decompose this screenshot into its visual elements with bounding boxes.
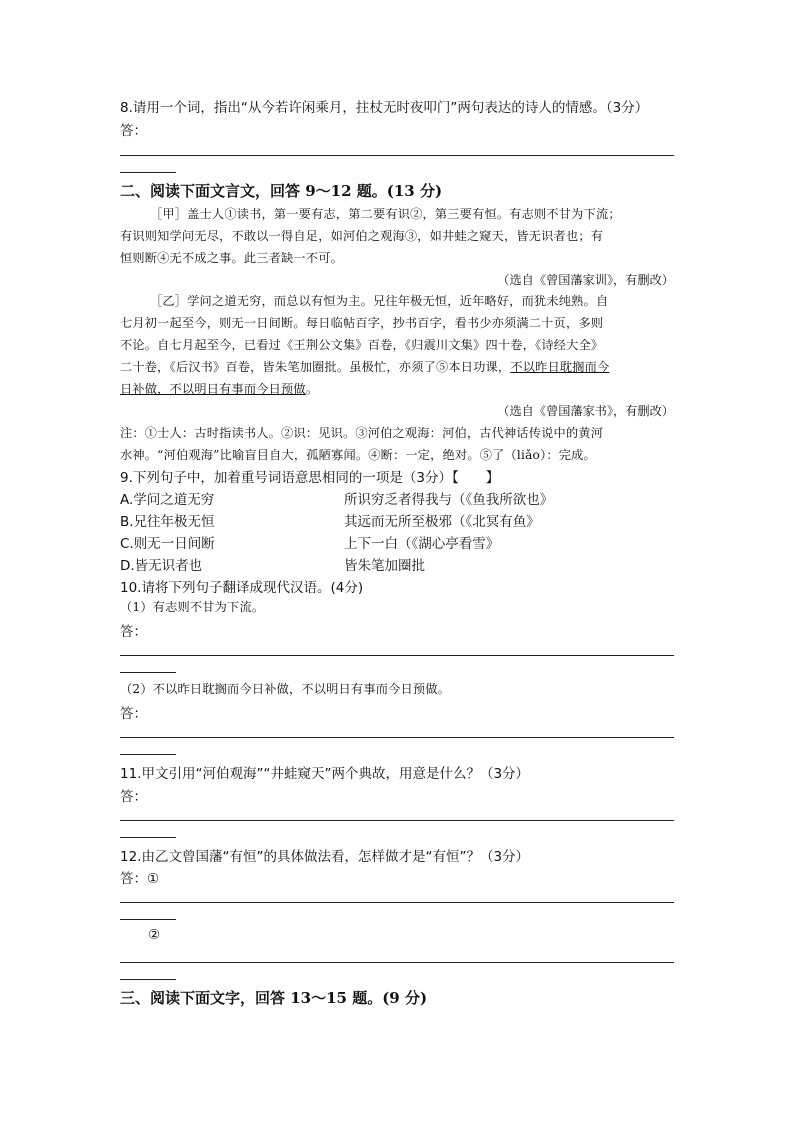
- answer-label: 答：: [120, 123, 147, 139]
- question-11: 11.甲文引用“河伯观海”“井蛙窥天”两个典故，用意是什么？（3分）: [120, 766, 530, 782]
- q9-option-c-right: 上下一白（《湖心亭看雪》: [344, 536, 500, 552]
- answer-line: [120, 902, 674, 903]
- q9-option-a-right: 所识穷乏者得我与（《鱼我所欲也》: [344, 492, 554, 508]
- answer-line-short: [120, 919, 176, 920]
- question-12: 12.由乙文曾国藩“有恒”的具体做法看，怎样做才是“有恒”？（3分）: [120, 849, 530, 865]
- answer-line-short: [120, 837, 176, 838]
- q12-answer-second: ②: [148, 927, 161, 943]
- passage-b-underlined-2: 日补做，不以明日有事而今日预做: [120, 382, 306, 396]
- answer-line: [120, 155, 674, 156]
- q10-answer-label-2: 答：: [120, 706, 147, 722]
- question-9: 9.下列句子中，加着重号词语意思相同的一项是（3分）【 】: [120, 470, 500, 486]
- q10-sub-1: （1）有志则不甘为下流。: [120, 600, 265, 614]
- answer-line-short: [120, 172, 176, 173]
- q9-option-d-left: D.皆无识者也: [120, 558, 203, 574]
- q9-option-d-right: 皆朱笔加圈批: [344, 558, 425, 574]
- section-2-title: 二、阅读下面文言文，回答 9～12 题。(13 分): [120, 182, 443, 200]
- passage-b-line-2: 七月初一起至今，则无一日间断。每日临帖百字，抄书百字，看书少亦须满二十页，多则: [120, 316, 604, 330]
- q9-option-c-left: C.则无一日间断: [120, 536, 215, 552]
- passage-b-line-5-end: 。: [305, 382, 319, 396]
- q11-answer-label: 答：: [120, 789, 147, 805]
- question-8: 8.请用一个词，指出“从今若许闲乘月，拄杖无时夜叩门”两句表达的诗人的情感。（3分）: [120, 100, 649, 116]
- passage-b-source: （选自《曾国藩家书》，有删改）: [497, 404, 674, 418]
- passage-a-source: （选自《曾国藩家训》，有删改）: [497, 273, 674, 287]
- answer-line-short: [120, 979, 176, 980]
- q10-answer-label-1: 答：: [120, 624, 147, 640]
- question-10: 10.请将下列句子翻译成现代汉语。(4分): [120, 580, 364, 596]
- answer-line-short: [120, 672, 176, 673]
- passage-a-line-1: ［甲］盖士人①读书，第一要有志，第二要有识②，第三要有恒。有志则不甘为下流；: [150, 207, 621, 221]
- notes-line-2: 水神。“河伯观海”比喻盲目自大，孤陋寡闻。④断：一定，绝对。⑤了（liǎo）：完成。: [120, 448, 596, 462]
- passage-b-line-4: [120, 358, 609, 375]
- answer-line: [120, 655, 674, 656]
- passage-b-line-3: 不论。自七月起至今，已看过《王荆公文集》百卷，《归震川文集》四十卷，《诗经大全》: [120, 338, 604, 352]
- q9-option-b-left: B.兄往年极无恒: [120, 514, 215, 530]
- answer-line: [120, 962, 674, 963]
- q9-option-a-left: A.学问之道无穷: [120, 492, 215, 508]
- answer-line: [120, 737, 674, 738]
- passage-b-line-5: [120, 380, 318, 397]
- section-3-title: 三、阅读下面文字，回答 13～15 题。(9 分): [120, 989, 428, 1007]
- passage-a-line-2: 有识则知学问无尽，不敢以一得自足，如河伯之观海③，如井蛙之窥天，皆无识者也；有: [120, 229, 604, 243]
- notes-line-1: 注：①士人：古时指读书人。②识：见识。③河伯之观海：河伯，古代神话传说中的黄河: [120, 426, 604, 440]
- q12-answer-label: 答：①: [120, 871, 160, 887]
- q9-option-b-right: 其远而无所至极邪（《北冥有鱼》: [344, 514, 540, 530]
- passage-b-line-4-text: 二十卷，《后汉书》百卷，皆朱笔加圈批。虽极忙，亦须了⑤本日功课，: [120, 360, 511, 374]
- answer-line-short: [120, 754, 176, 755]
- passage-a-line-3: 恒则断④无不成之事。此三者缺一不可。: [120, 251, 343, 265]
- passage-b-line-1: ［乙］学问之道无穷，而总以有恒为主。兄往年极无恒，近年略好，而犹未纯熟。自: [150, 294, 609, 308]
- passage-b-underlined-1: 不以昨日耽搁而今: [510, 360, 610, 374]
- answer-line: [120, 820, 674, 821]
- q10-sub-2: （2）不以昨日耽搁而今日补做，不以明日有事而今日预做。: [120, 682, 451, 696]
